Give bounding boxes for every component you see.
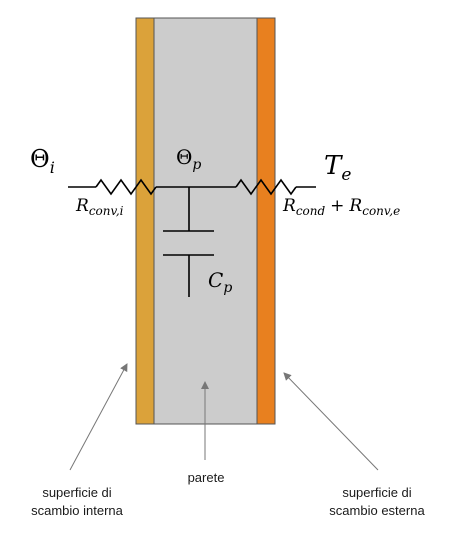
inner-surface-label-line2: scambio interna xyxy=(31,503,123,518)
theta-p-symbol: $\Theta_p$ xyxy=(176,145,202,173)
outer-surface-label-line1: superficie di xyxy=(342,485,412,500)
inner-surface-label-line1: superficie di xyxy=(42,485,112,500)
inner-surface-layer xyxy=(136,18,154,424)
wall-label: parete xyxy=(187,470,225,485)
t-e-symbol: $T_e$ xyxy=(324,151,352,185)
inner-surface-arrow xyxy=(70,364,127,470)
theta-i-symbol: $\Theta_i$ xyxy=(30,145,55,177)
outer-surface-arrow xyxy=(284,373,378,470)
outer-surface-label-line2: scambio esterna xyxy=(329,503,425,518)
c-p-symbol: $C_p$ xyxy=(208,268,233,296)
wall-layer xyxy=(154,18,257,424)
outer-surface-layer xyxy=(257,18,275,424)
r-conv-i-label: $R_{conv,i}$ xyxy=(76,196,124,218)
r-cond-plus-r-conv-e-label: $R_{cond} + R_{conv,e}$ xyxy=(283,196,401,218)
